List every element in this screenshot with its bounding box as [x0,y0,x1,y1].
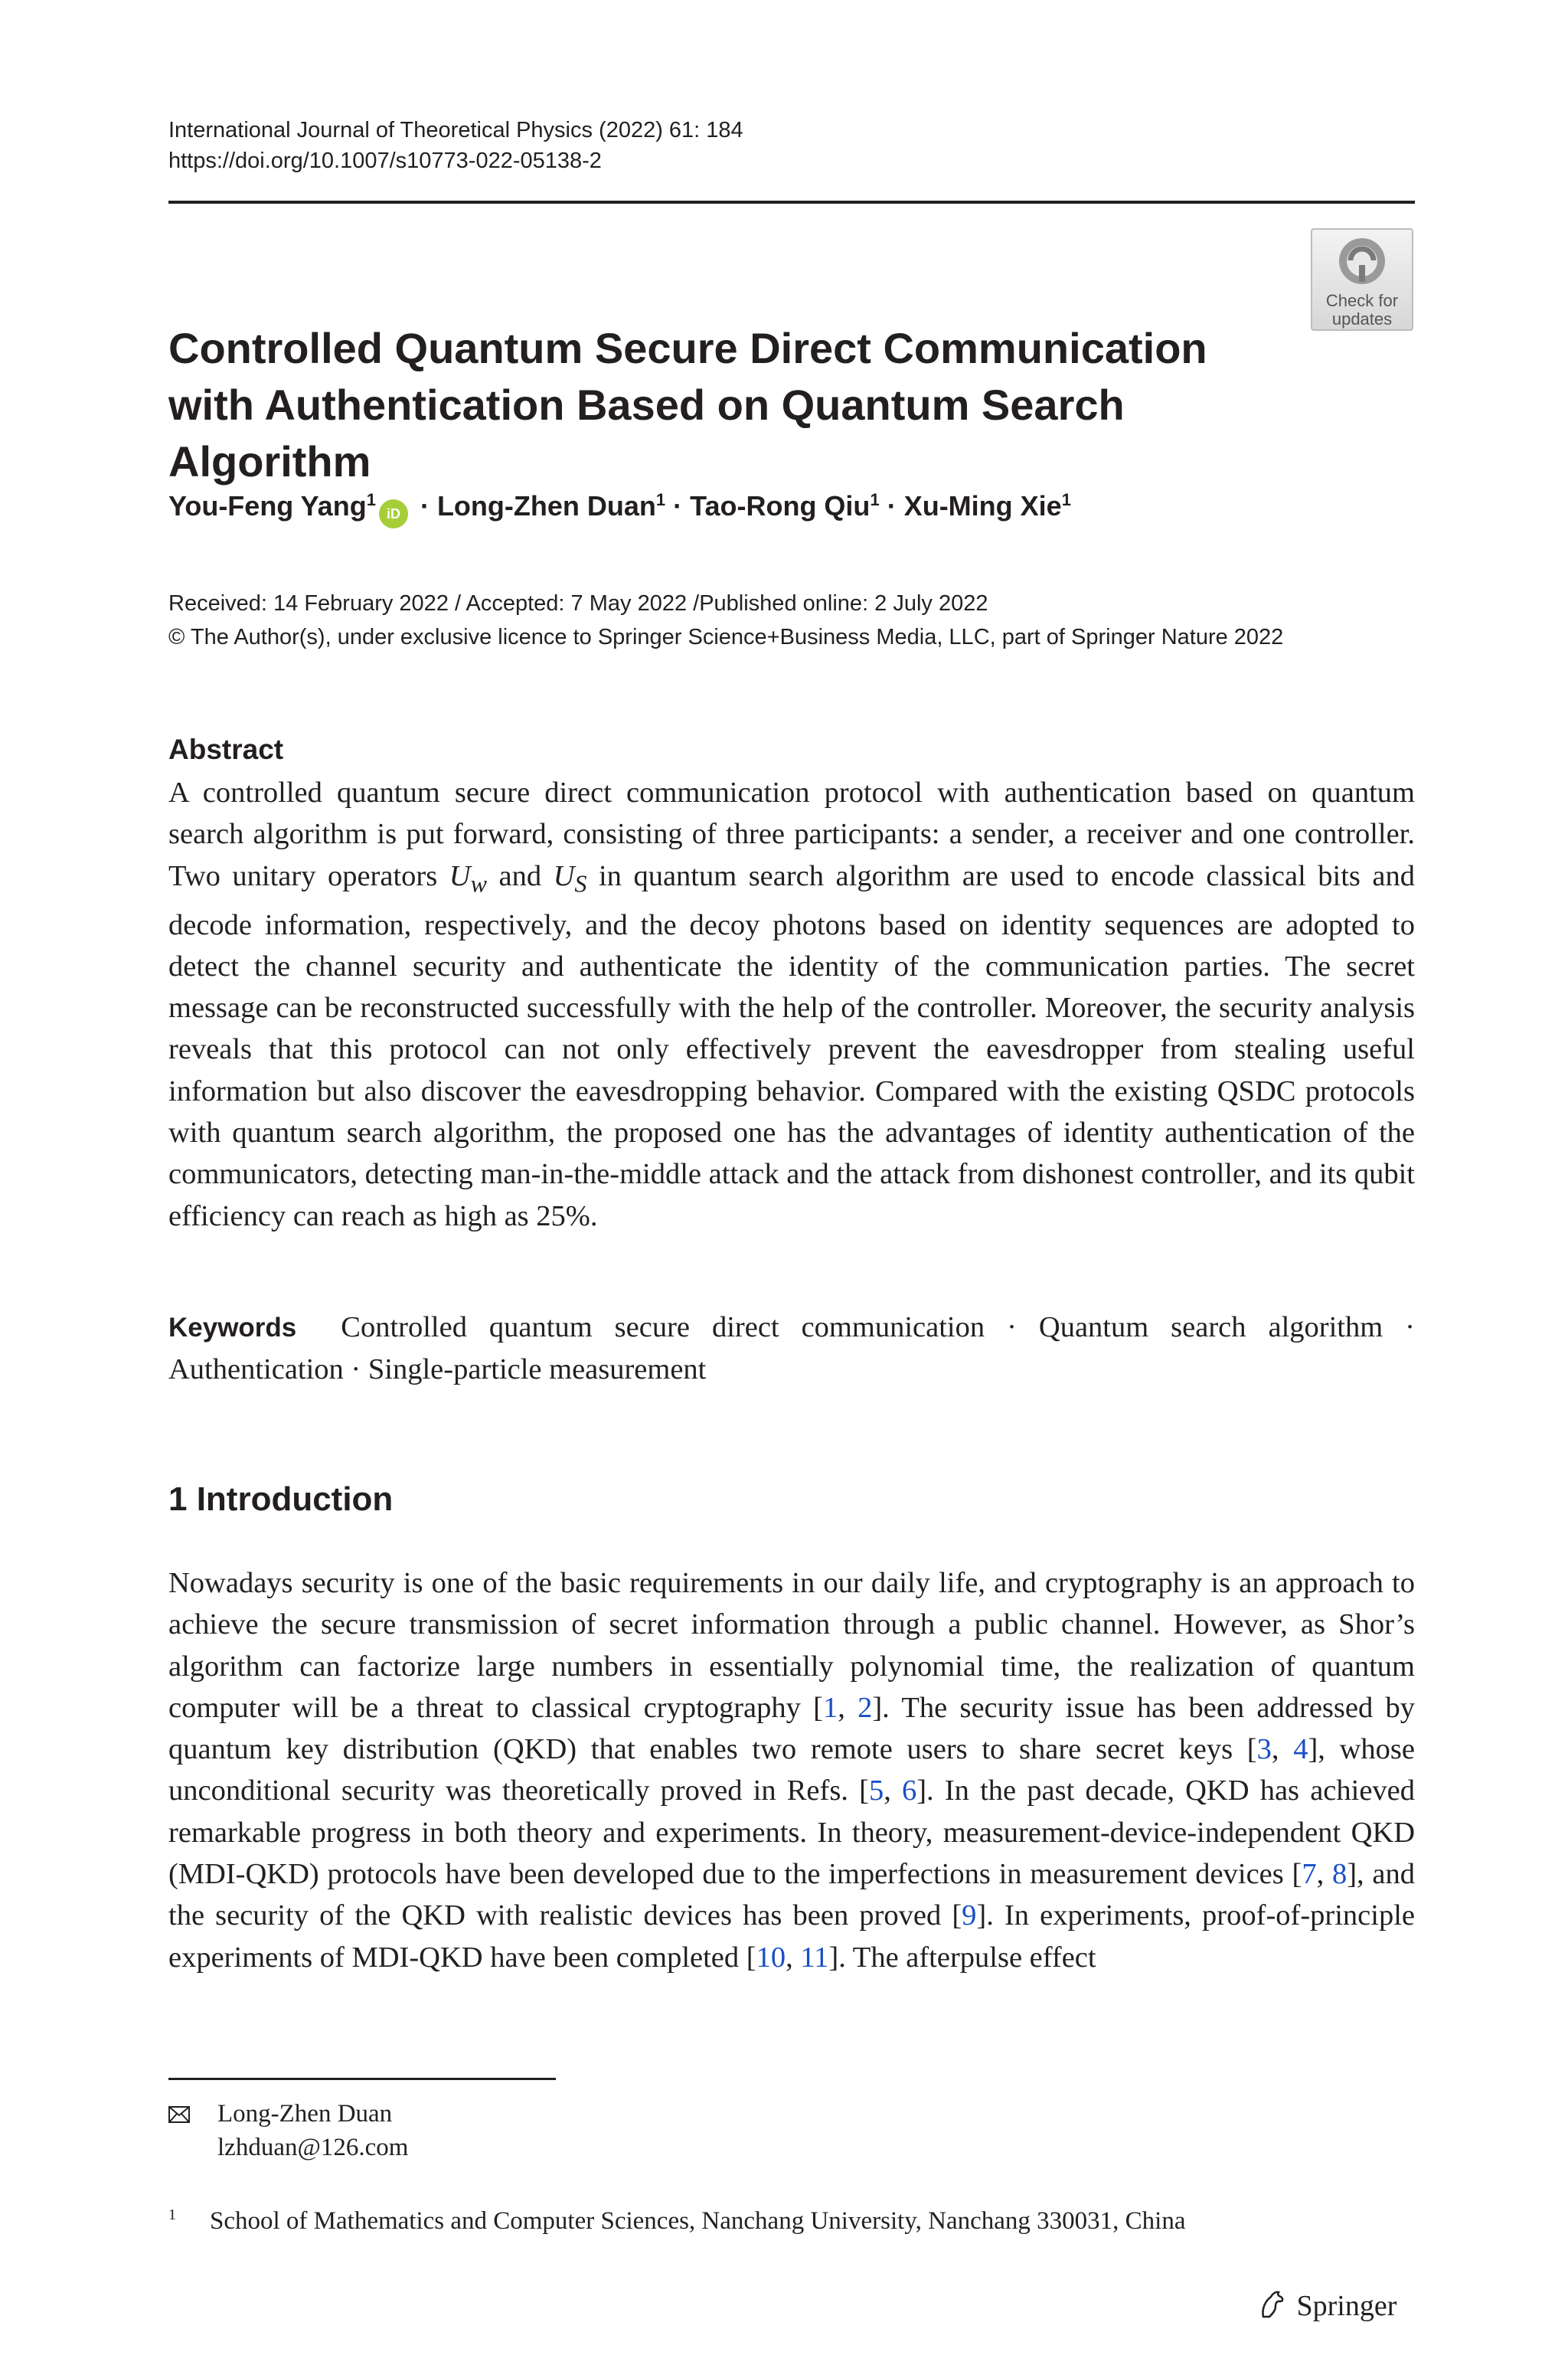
springer-horse-icon [1256,2288,1289,2321]
affiliation-text: School of Mathematics and Computer Sciences, Nanchang University, Nanchang 330031, China [210,2207,1186,2235]
journal-citation: International Journal of Theoretical Physics (2022) 61: 184 [168,118,743,142]
corresponding-author-email[interactable]: lzhduan@126.com [217,2134,409,2161]
author-affiliation-mark: 1 [366,490,376,509]
abstract-section [168,728,1415,1237]
citation-link[interactable]: 2 [858,1691,873,1724]
citation-link[interactable]: 9 [962,1899,977,1932]
operator-symbol: U [553,859,575,892]
abstract-text [168,772,1415,1237]
keywords-label: Keywords [168,1313,297,1343]
operator-us [553,859,587,898]
operator-subscript: w [470,869,487,898]
intro-text: Nowadays security is one of the basic requirements in our daily life, and cryptography is an approach to achieve the secure transmission of secret information through a public channel. However, as Shor’s algorithm can factorize large numbers in essentially polynomial time, the realization of quantum computer will be a threat to classical cryptography [ [168,1567,1415,1724]
doi-link[interactable]: https://doi.org/10.1007/s10773-022-05138-2 [168,149,602,173]
citation-link[interactable]: 10 [756,1941,786,1974]
citation-link[interactable]: 4 [1293,1733,1308,1766]
publisher-name: Springer [1296,2290,1397,2322]
citation-link[interactable]: 11 [800,1941,829,1974]
journal-header [168,115,743,176]
keywords-section [168,1307,1415,1391]
operator-subscript: S [574,869,587,898]
abstract-part: and [486,859,554,892]
intro-text: ], whose unconditional security was theoretically proved in Refs. [ [168,1733,1415,1807]
abstract-heading: Abstract [168,734,284,765]
corresponding-author [168,2097,408,2164]
keywords-text: Controlled quantum secure direct communication · Quantum search algorithm · Authentication · Single-particle measurement [168,1311,1415,1386]
citation-link[interactable]: 7 [1302,1858,1317,1891]
intro-text: ], and the security of the QKD with realistic devices has been proved [ [168,1858,1416,1932]
author-affiliation-mark: 1 [655,490,666,509]
intro-text: , [838,1691,858,1724]
orcid-icon[interactable]: iD [379,499,408,528]
operator-uw [449,859,487,898]
citation-link[interactable]: 5 [868,1775,884,1807]
intro-text: ]. In the past decade, QKD has achieved remarkable progress in both theory and experiments. In theory, measurement-device-independent QKD (MDI-QKD) protocols have been developed due to the imperfections in measurement devices [ [168,1775,1415,1891]
intro-text: ]. The afterpulse effect [828,1941,1096,1974]
intro-text: , [786,1941,801,1974]
check-updates-icon [1335,234,1389,288]
author-name[interactable]: Tao-Rong Qiu [690,490,871,522]
intro-text: , [1271,1733,1294,1766]
author-affiliation-mark: 1 [1061,490,1071,509]
check-updates-line1: Check for [1325,291,1399,310]
check-updates-line2: updates [1331,309,1393,329]
author-name[interactable]: Long-Zhen Duan [436,490,656,522]
date-history: Received: 14 February 2022 / Accepted: 7 May 2022 /Published online: 2 July 2022 [168,591,988,616]
envelope-icon [168,2097,194,2131]
publisher-logo [1256,2287,1396,2325]
operator-symbol: U [449,859,471,892]
title-line-1: Controlled Quantum Secure Direct Communication [168,324,1207,372]
section-heading-introduction: 1 Introduction [168,1480,394,1518]
title-line-2: with Authentication Based on Quantum Search Algorithm [168,381,1125,486]
affiliation-footnote [168,2198,1185,2238]
intro-text: , [884,1775,902,1807]
introduction-text [168,1562,1415,1978]
citation-link[interactable]: 3 [1256,1733,1272,1766]
citation-link[interactable]: 1 [822,1691,838,1724]
author-affiliation-mark: 1 [870,490,880,509]
intro-text: , [1316,1858,1332,1891]
copyright-line: © The Author(s), under exclusive licence to Springer Science+Business Media, LLC, part of Springer Nature 2022 [168,625,1284,649]
publication-dates [168,587,1283,654]
author-name[interactable]: You-Feng Yang [168,490,367,522]
corresponding-author-name: Long-Zhen Duan [217,2100,393,2128]
intro-text: ]. In experiments, proof-of-principle experiments of MDI-QKD have been completed [ [168,1899,1415,1974]
intro-text: ]. The security issue has been addressed by quantum key distribution (QKD) that enables two remote users to share secret keys [ [168,1691,1415,1766]
citation-link[interactable]: 6 [901,1775,917,1807]
abstract-part: A controlled quantum secure direct communication protocol with authentication based on quantum search algorithm is put forward, consisting of three participants: a sender, a receiver and one controller. Two unitary operators [168,777,1415,892]
paper-title [168,320,1317,490]
header-rule [168,201,1415,204]
footnote-rule [168,2078,556,2080]
author-list: You-Feng Yang$^1$iD · Long-Zhen Duan$^1$ · Tao-Rong Qiu$^1$ · Xu-Ming Xie$^1$ [168,487,1071,528]
check-for-updates-badge[interactable] [1311,228,1413,331]
abstract-part: in quantum search algorithm are used to encode classical bits and decode information, respectively, and the decoy photons based on identity sequences are adopted to detect the channel security and authenticate the identity of the communication parties. The secret message can be reconstructed successfully with the help of the controller. Moreover, the security analysis reveals that this protocol can not only effectively prevent the eavesdropper from stealing useful information but also discover the eavesdropping behavior. Compared with the existing QSDC protocols with quantum search algorithm, the proposed one has the advantages of identity authentication of the communicators, detecting man-in-the-middle attack and the attack from dishonest controller, and its qubit efficiency can reach as high as 25%. [168,859,1416,1232]
affiliation-number: 1 [168,2206,176,2223]
citation-link[interactable]: 8 [1331,1858,1348,1891]
author-name[interactable]: Xu-Ming Xie [903,490,1062,522]
